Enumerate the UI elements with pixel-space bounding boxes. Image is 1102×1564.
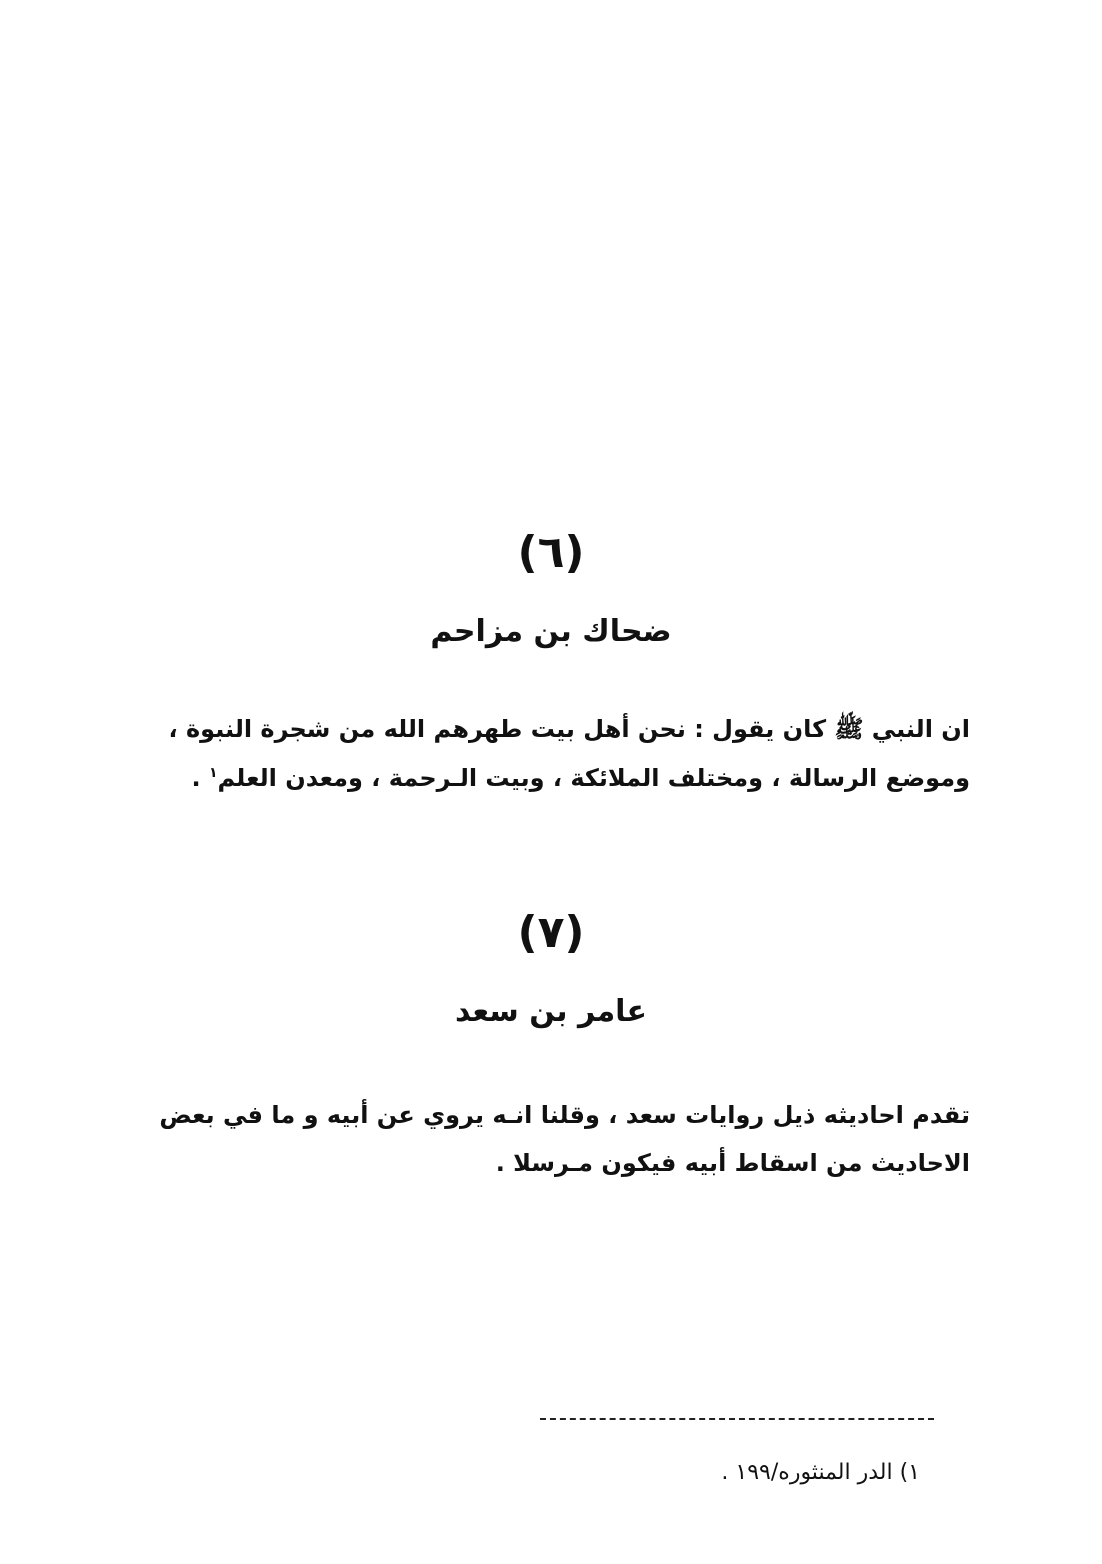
paragraph-line: ان النبي ﷺ كان يقول : نحن أهل بيت طهرهم الله من شجرة النبوة ، bbox=[168, 715, 970, 743]
paragraph-line-text: وموضع الرسالة ، ومختلف الملائكة ، وبيت الـرحمة ، ومعدن العلم bbox=[217, 764, 970, 792]
section-number: (٦) bbox=[517, 527, 585, 578]
footnote: ١) الدر المنثوره/١٩٩ . bbox=[721, 1460, 920, 1485]
section-title: عامر بن سعد bbox=[455, 994, 647, 1029]
section-title: ضحاك بن مزاحم bbox=[430, 614, 672, 649]
paragraph-line-with-ref bbox=[130, 756, 970, 795]
section-paragraph bbox=[130, 1098, 970, 1180]
section-number: (٧) bbox=[517, 907, 585, 958]
paragraph-line: الاحاديث من اسقاط أبيه فيكون مـرسلا . bbox=[495, 1149, 970, 1177]
paragraph-line: تقدم احاديثه ذيل روايات سعد ، وقلنا انـه يروي عن أبيه و ما في بعض bbox=[159, 1101, 970, 1129]
section-paragraph bbox=[130, 712, 970, 795]
footnote-reference[interactable]: ١ bbox=[208, 765, 218, 781]
footnote-divider bbox=[540, 1418, 934, 1420]
paragraph-line-end: . bbox=[191, 764, 209, 792]
